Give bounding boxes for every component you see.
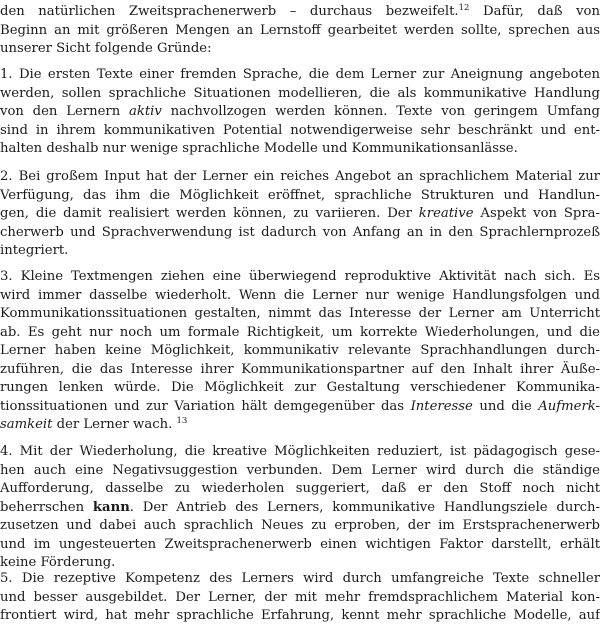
text-line: rungen lenken würde. Die Möglichkeit zur Gestaltung verschiedener Kommunika- xyxy=(0,380,600,395)
text-line: Kommunikationssituationen gestalten, nimmt das Interesse der Lerner am Unterricht xyxy=(0,306,600,321)
text-line: 2. Bei großem Input hat der Lerner ein reiches Angebot an sprachlichem Material zur xyxy=(0,169,600,184)
text-line: ab. Es geht nur noch um formale Richtigkeit, um korrekte Wiederholungen, und die xyxy=(0,324,600,340)
text-line: frontiert wird, hat mehr sprachliche Erfahrung, kennt mehr sprachliche Modelle, auf xyxy=(0,608,600,623)
text-line: den natürlichen Zweitsprachenerwerb – durchaus bezweifelt.$^{12}$ Dafür, daß von xyxy=(0,3,600,19)
text-line: zuführen, die das Interesse ihrer Kommunikationspartner auf den Inhalt ihrer Äuße- xyxy=(0,361,600,377)
intro-paragraph xyxy=(0,3,600,59)
text-line: gen, die damit realisiert werden können, zu variieren. Der kreative Aspekt von Spra- xyxy=(0,206,600,221)
text-line: 1. Die ersten Texte einer fremden Sprache, die dem Lerner zur Aneignung angeboten xyxy=(0,67,600,82)
paragraph-point-2 xyxy=(0,168,600,261)
text-line: unserer Sicht folgende Gründe: xyxy=(0,41,212,56)
text-line: von den Lernern aktiv nachvollzogen werden können. Texte von geringem Umfang xyxy=(0,104,600,119)
text-line: Aufforderung, dasselbe zu wiederholen suggeriert, daß er den Stoff noch nicht xyxy=(0,481,600,496)
paragraph-point-3 xyxy=(0,268,600,435)
text-line: und besser ausgebildet. Der Lerner, der mit mehr fremdsprachlichem Material kon- xyxy=(0,589,600,605)
text-line: halten deshalb nur wenige sprachliche Modelle und Kommunikationsanlässe. xyxy=(0,141,518,156)
text-line: 4. Mit der Wiederholung, die kreative Möglichkeiten reduziert, ist pädagogisch gese- xyxy=(0,444,600,459)
paragraph-point-5 xyxy=(0,570,600,626)
text-line: zusetzen und dabei auch sprachlich Neues zu erproben, der im Erstsprachenerwerb xyxy=(0,518,600,533)
text-line: und im ungesteuerten Zweitsprachenerwerb einen wichtigen Faktor darstellt, erhält xyxy=(0,536,600,552)
text-line: 5. Die rezeptive Kompetenz des Lerners wird durch umfangreiche Texte schneller xyxy=(0,571,600,586)
text-line: 3. Kleine Textmengen ziehen eine überwiegend reproduktive Aktivität nach sich. Es xyxy=(0,269,600,284)
text-line: keine Förderung. xyxy=(0,555,116,570)
text-line: Verfügung, das ihm die Möglichkeit eröffnet, sprachliche Strukturen und Handlun- xyxy=(0,187,600,203)
footnote-ref: 13 xyxy=(176,416,188,426)
text-line: integriert. xyxy=(0,243,69,258)
paragraph-point-4 xyxy=(0,443,600,573)
text-line: hen auch eine Negativsuggestion verbunden. Dem Lerner wird durch die ständige xyxy=(0,462,600,478)
paragraph-point-1 xyxy=(0,66,600,159)
text-line: samkeit der Lerner wach. $^{13}$ xyxy=(0,416,188,432)
text-line: cherwerb und Sprachverwendung ist dadurch von Anfang an in den Sprachlernprozeß xyxy=(0,224,600,240)
text-line: tionssituationen und zur Variation hält demgegenüber das Interesse und die Aufmerk- xyxy=(0,398,600,414)
text-line: Beginn an mit größeren Mengen an Lernstoff gearbeitet werden sollte, sprechen aus xyxy=(0,22,600,38)
text-line: sind in ihrem kommunikativen Potential notwendigerweise sehr beschränkt und ent- xyxy=(0,122,600,138)
text-line: wird immer dasselbe wiederholt. Wenn die Lerner nur wenige Handlungsfolgen und xyxy=(0,287,600,303)
footnote-ref: 12 xyxy=(458,3,470,13)
text-line: werden, sollen sprachliche Situationen modellieren, die als kommunikative Handlung xyxy=(0,85,600,101)
text-line: Lerner haben keine Möglichkeit, kommunikativ relevante Sprachhandlungen durch- xyxy=(0,343,600,358)
text-line: beherrschen kann. Der Antrieb des Lerners, kommunikative Handlungsziele durch- xyxy=(0,499,600,515)
